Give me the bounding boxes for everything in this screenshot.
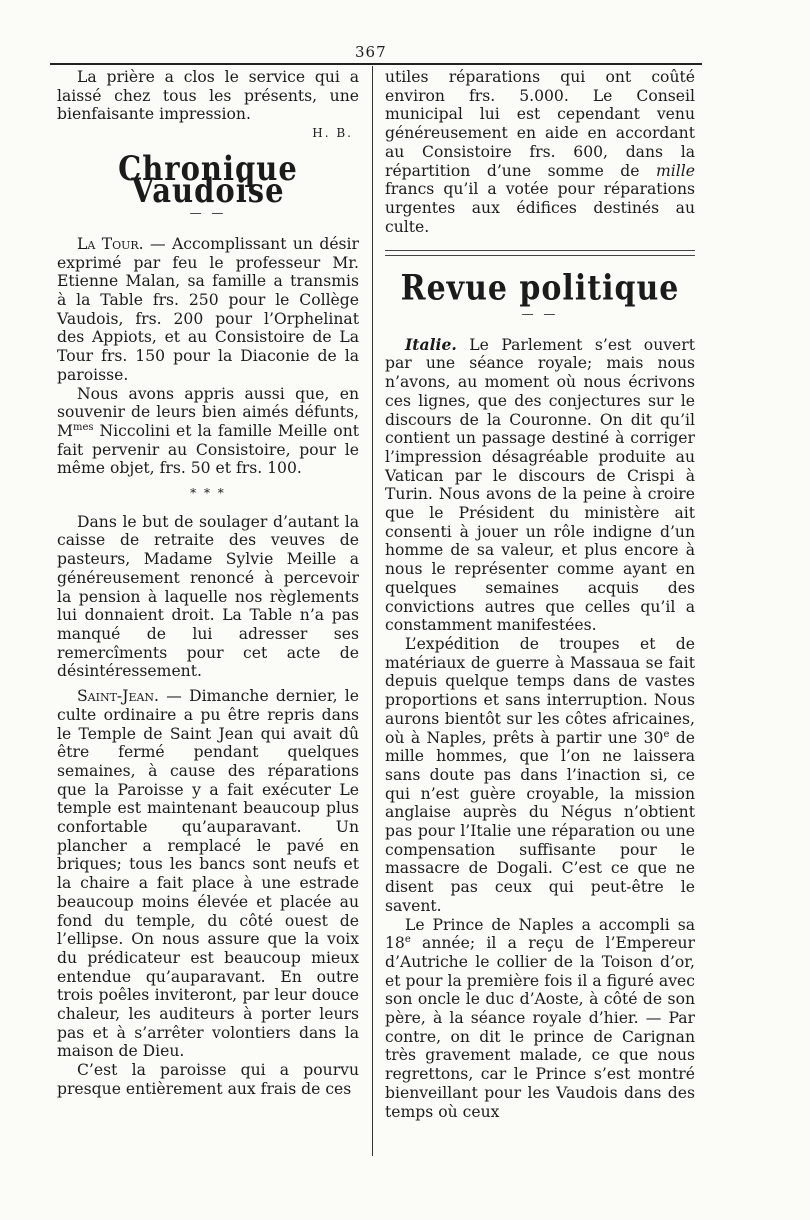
superscript: e bbox=[663, 728, 670, 740]
paragraph-text: utiles réparations qui ont coûté environ frs. 5.000. Le Conseil municipal lui est cependant venu généreusement en aide en accordant au Consistoire frs. 600, dans la répartition d’une somme de bbox=[385, 68, 695, 180]
paragraph-text: — Dimanche dernier, le culte ordinaire a pu être repris dans le Temple de Saint Jean qui avait dû être fermé pendant quelques semaines, à cause des réparations que la Paroisse y a fait exécuter Le temple est maintenant beaucoup plus confortable qu’auparavant. Un plancher a remplacé le pavé en briques; tous les bancs sont neufs et la chaire a fait place à une estrade beaucoup moins élevée et placée au fond du temple, du côté ouest de l’ellipse. On nous assure que la voix du prédicateur est beaucoup mieux entendue qu’auparavant. En outre trois poêles inviteront, par leur douce chaleur, les auditeurs à porter leurs pas et à s’arrêter volontiers dans la maison de Dieu. bbox=[57, 687, 359, 1061]
place-name: Saint-Jean. bbox=[77, 687, 160, 706]
section-heading-chronique: Chronique Vaudoise bbox=[118, 148, 298, 210]
heading-dash: — — bbox=[521, 307, 559, 322]
paragraph-prince bbox=[385, 916, 695, 1122]
paragraph-text: — Accomplissant un désir exprimé par feu le professeur Mr. Etienne Malan, sa famille a transmis à la Table frs. 250 pour le Collège Vaudois, frs. 200 pour l’Orphelinat des Appiots, et au Consistoire de La Tour frs. 150 pour la Diaconie de la paroisse. bbox=[57, 234, 359, 384]
signature: H. B. bbox=[312, 126, 353, 141]
page-number: 367 bbox=[355, 43, 387, 61]
paragraph-text: Le Prince de Naples a accompli sa 18 bbox=[385, 915, 695, 953]
country-label: Italie. bbox=[405, 334, 457, 354]
intro-paragraph: La prière a clos le service qui a laissé chez tous les présents, une bienfaisante impression. bbox=[57, 68, 359, 124]
paragraph-text: année; il a reçu de l’Empereur d’Autriche le collier de la Toison d’or, et pour la première fois il a figuré avec son oncle le duc d’Aoste, à côté de son père, à la séance royale d’hier. — Par contre, on dit le prince de Carignan très gravement malade, ce que nous regrettons, car le Prince s’est montré bienveillant pour les Vaudois dans des temps où ceux bbox=[385, 934, 695, 1121]
place-name: La Tour. bbox=[77, 234, 144, 253]
superscript: e bbox=[404, 934, 411, 946]
paragraph-text: francs qu’il a votée pour réparations urgentes aux édifices destinés au culte. bbox=[385, 180, 695, 236]
paragraph-la-tour bbox=[57, 235, 359, 385]
heading-dash: — — bbox=[189, 206, 227, 221]
paragraph-italie bbox=[385, 336, 695, 635]
emphasis: mille bbox=[656, 161, 695, 180]
paragraph-text: L’expédition de troupes et de matériaux de guerre à Massaua se fait depuis quelque temps dans de vastes proportions et sans interruption. Nous aurons bientôt sur les côtes africaines, où à Naples, prêts à partir une 30 bbox=[385, 634, 695, 747]
paragraph-saint-jean bbox=[57, 687, 359, 1061]
right-column bbox=[385, 68, 695, 1121]
paragraph-text: Le Parlement s’est ouvert par une séance royale; mais nous n’avons, au moment où nous écrivons ces lignes, que des conjectures sur le discours de la Couronne. On dit qu’il contient un passage destiné à corriger l’impression désagréable produite au Vatican par le discours de Crispi à Turin. Nous avons de la peine à croire que le Président du ministère ait consenti à jouer un rôle indigne d’un homme de sa valeur, et plus encore à nous le représenter comme ayant en quelques semaines acquis des convictions autres que celles qu’il a constamment manifestées. bbox=[385, 335, 695, 635]
paragraph-text: Nous avons appris aussi que, en souvenir de leurs bien aimés défunts, M bbox=[57, 384, 359, 440]
left-column bbox=[57, 68, 359, 1099]
paragraph-massaua bbox=[385, 635, 695, 916]
paragraph-reparations bbox=[385, 68, 695, 236]
paragraph-retraite: Dans le but de soulager d’autant la caisse de retraite des veuves de pasteurs, Madame Sylvie Meille a généreusement renoncé à percevoir la pension à laquelle nos règlements lui donnaient droit. La Table n’a pas manqué de lui adresser ses remercîments pour cet acte de désintéressement. bbox=[57, 512, 359, 681]
section-heading-revue: Revue politique bbox=[400, 268, 680, 309]
asterism-separator: * * * bbox=[190, 486, 226, 501]
superscript: mes bbox=[72, 421, 94, 433]
paragraph-souvenir bbox=[57, 385, 359, 479]
column-divider bbox=[372, 66, 373, 1156]
section-divider bbox=[385, 250, 695, 256]
paragraph-paroisse: C’est la paroisse qui a pourvu presque entièrement aux frais de ces bbox=[57, 1061, 359, 1098]
paragraph-text: Niccolini et la famille Meille ont fait pervenir au Consistoire, pour le même objet, frs. 50 et frs. 100. bbox=[57, 421, 359, 478]
header-rule bbox=[50, 63, 702, 65]
paragraph-text: de mille hommes, que l’on ne laissera sans doute pas dans l’inaction si, ce qui n’est guère croyable, la mission anglaise auprès du Négus n’obtient pas pour l’Italie une réparation ou une compensation suffisante pour le massacre de Dogali. C’est ce que ne disent pas ceux qui peut-être le savent. bbox=[385, 728, 696, 915]
